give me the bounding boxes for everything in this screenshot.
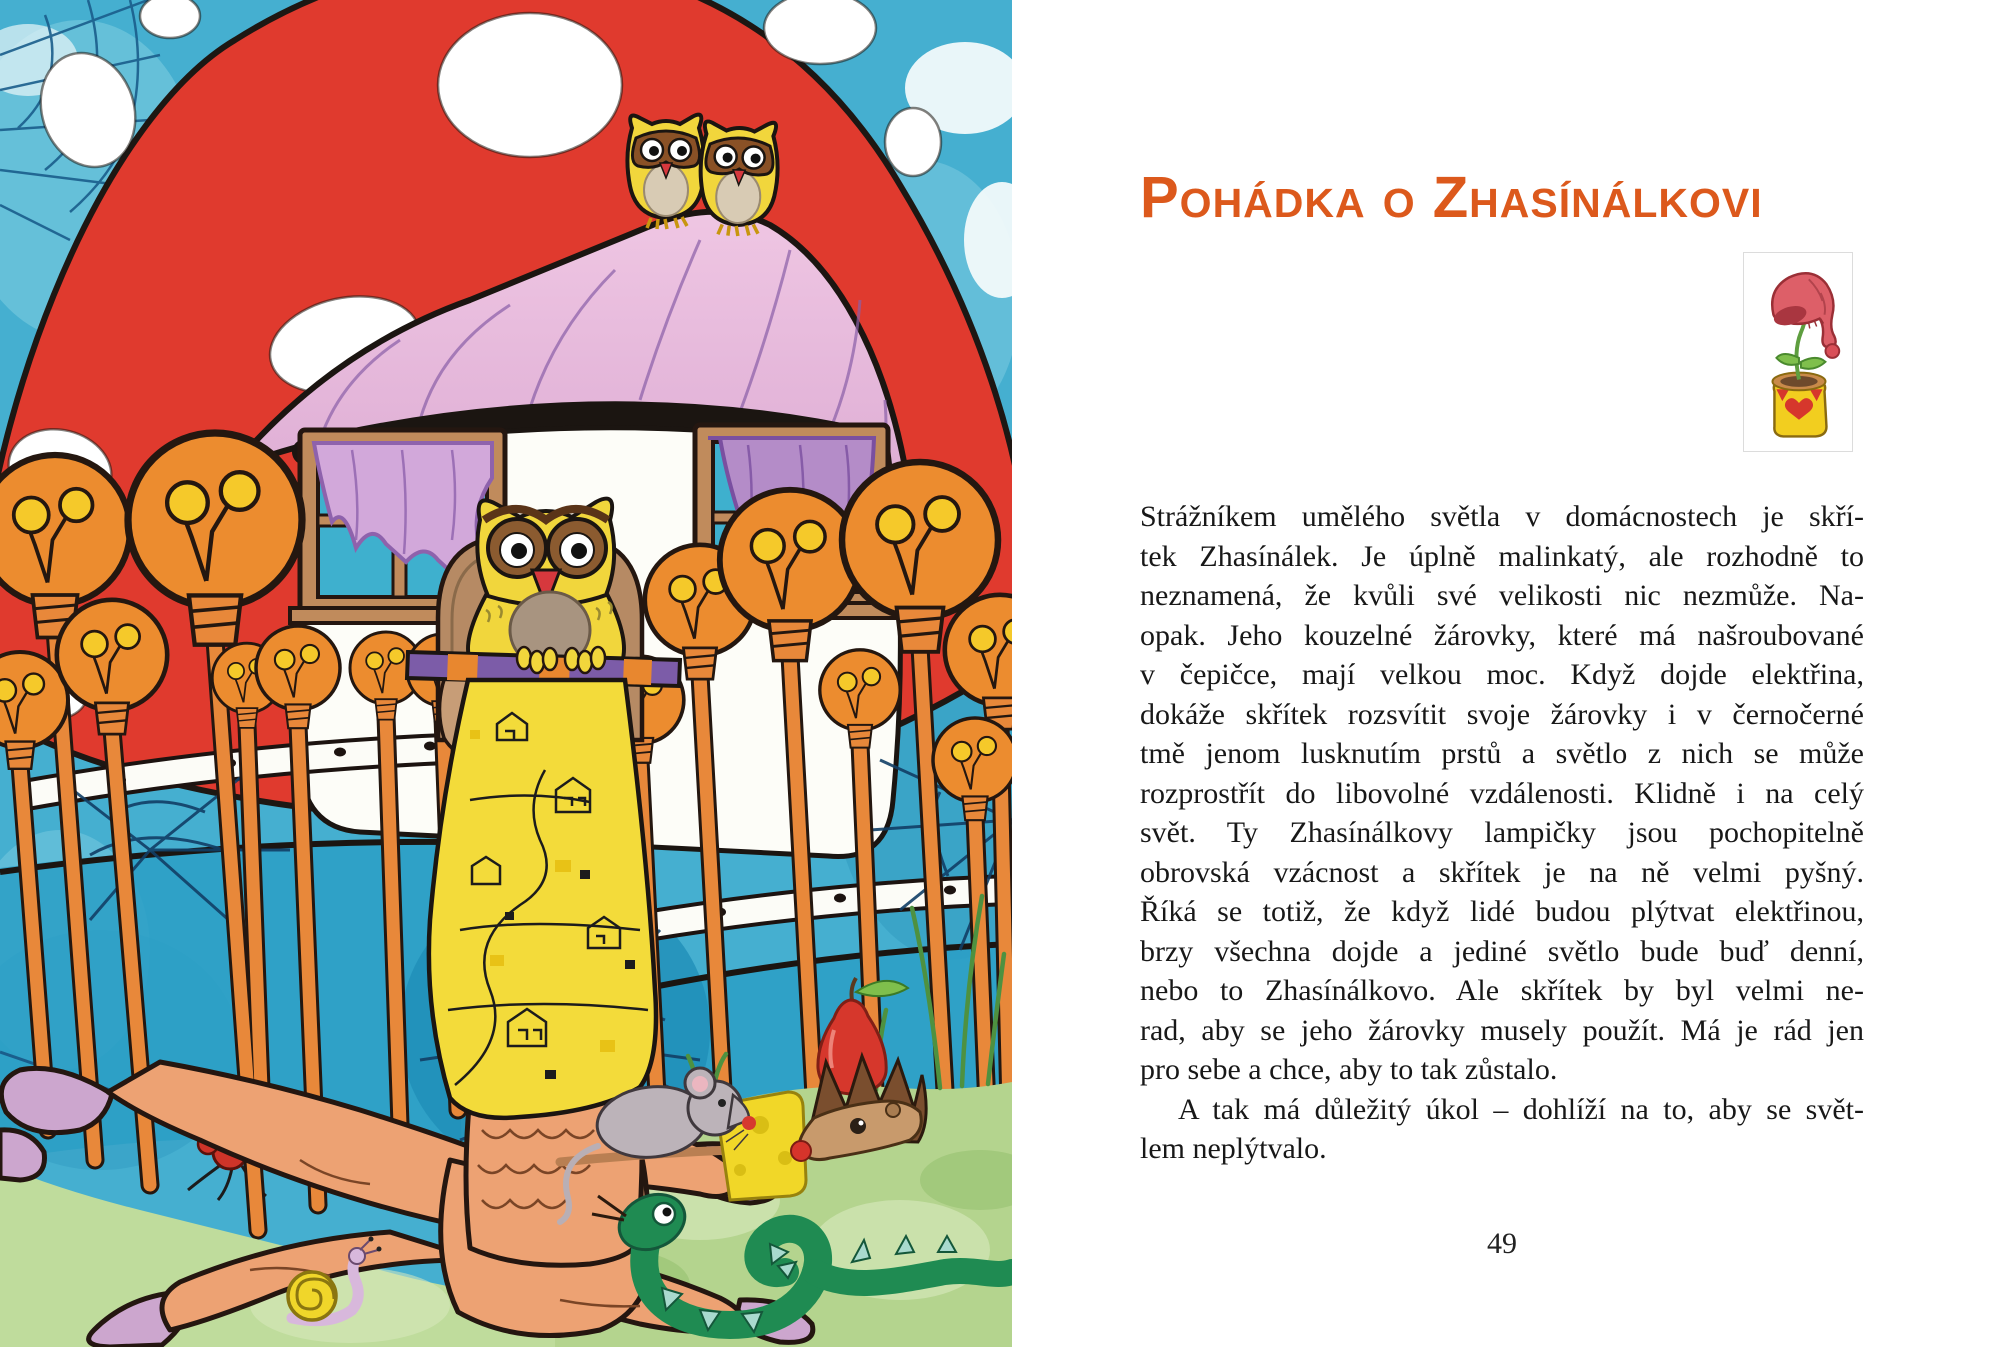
body-text <box>1140 497 1864 1169</box>
text-line: tmě jenom lusknutím prstů a světlo z nich se může <box>1140 737 1864 770</box>
text-line: dokáže skřítek rozsvítit svoje žárovky i v černočerné <box>1140 697 1864 731</box>
text-line: lem neplýtvalo. <box>1140 1132 1327 1165</box>
text-line: pro sebe a chce, aby to tak zůstalo. <box>1140 1053 1558 1086</box>
page-number: 49 <box>1487 1227 1517 1260</box>
text-line: A tak má důležitý úkol – dohlíží na to, aby se svět- <box>1178 1092 1864 1126</box>
text-line: nebo to Zhasínálkovo. Ale skřítek by byl velmi ne- <box>1140 974 1864 1007</box>
text-line: opak. Jeho kouzelné žárovky, které má našroubované <box>1140 618 1864 652</box>
page-title: Pohádka o Zhasínálkovi <box>1140 165 1763 230</box>
text-page <box>1012 0 2000 1347</box>
text-line: rozprostřít do libovolné vzdálenosti. Klidně i na celý <box>1140 776 1864 810</box>
text-line: tek Zhasínálek. Je úplně malinkatý, ale rozhodně to <box>1140 539 1864 573</box>
text-line: Říká se totiž, že když lidé budou plýtvat elektřinou, <box>1140 895 1864 928</box>
flower-pot-icon <box>1744 253 1852 451</box>
town-map-robe <box>429 680 656 1118</box>
text-line: svět. Ty Zhasínálkovy lampičky jsou pochopitelně <box>1140 816 1864 849</box>
text-line: v čepičce, mají velkou moc. Když dojde elektřina, <box>1140 658 1864 691</box>
text-line: rad, aby se jeho žárovky musely použít. Má je rád jen <box>1140 1013 1864 1047</box>
owl-parent-icon <box>468 499 624 668</box>
text-line: neznamená, že kvůli své velikosti nic nezmůže. Na- <box>1140 579 1864 612</box>
flower-in-pot-spot-art <box>1743 252 1853 452</box>
text-line: Strážníkem umělého světla v domácnostech je skří- <box>1140 500 1864 533</box>
text-line: brzy všechna dojde a jediné světlo bude buď denní, <box>1140 934 1864 968</box>
text-line: obrovská vzácnost a skřítek je na ně velmi pyšný. <box>1140 855 1864 889</box>
